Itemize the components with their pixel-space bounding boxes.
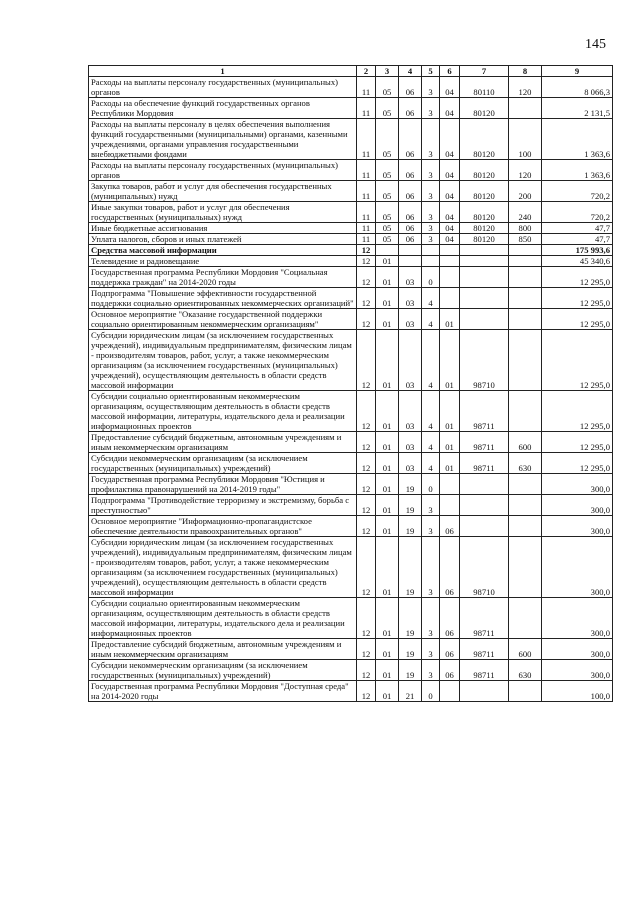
direction-code-cell: 80120 xyxy=(460,119,509,160)
item-name-cell: Субсидии некоммерческим организациям (за исключением государственных (муниципальных) учреждений) xyxy=(89,660,357,681)
activity-code-cell: 01 xyxy=(440,309,460,330)
direction-code-cell: 98710 xyxy=(460,537,509,598)
program-code-cell: 06 xyxy=(399,160,422,181)
program-code-cell: 19 xyxy=(399,474,422,495)
item-name-cell: Предоставление субсидий бюджетным, автономным учреждениям и иным некоммерческим организациям xyxy=(89,432,357,453)
item-name-cell: Подпрограмма "Противодействие терроризму и экстремизму, борьба с преступностью" xyxy=(89,495,357,516)
item-name-cell: Субсидии некоммерческим организациям (за исключением государственных (муниципальных) учреждений) xyxy=(89,453,357,474)
table-row xyxy=(89,202,613,223)
program-code-cell: 03 xyxy=(399,267,422,288)
section-code-cell: 12 xyxy=(357,432,376,453)
item-name-cell: Иные бюджетные ассигнования xyxy=(89,223,357,234)
direction-code-cell: 98711 xyxy=(460,432,509,453)
expense-type-cell: 630 xyxy=(509,660,542,681)
subsection-code-cell: 01 xyxy=(376,495,399,516)
amount-cell: 100,0 xyxy=(542,681,613,702)
section-code-cell: 12 xyxy=(357,330,376,391)
item-name-cell: Иные закупки товаров, работ и услуг для обеспечения государственных (муниципальных) нужд xyxy=(89,202,357,223)
direction-code-cell: 80120 xyxy=(460,234,509,245)
subprogram-code-cell xyxy=(422,256,440,267)
section-code-cell: 12 xyxy=(357,474,376,495)
budget-table xyxy=(88,65,613,702)
section-code-cell: 12 xyxy=(357,495,376,516)
amount-cell: 300,0 xyxy=(542,474,613,495)
expense-type-cell: 120 xyxy=(509,160,542,181)
program-code-cell: 06 xyxy=(399,119,422,160)
column-header: 5 xyxy=(422,66,440,77)
direction-code-cell: 80120 xyxy=(460,223,509,234)
subsection-code-cell: 05 xyxy=(376,98,399,119)
amount-cell: 300,0 xyxy=(542,598,613,639)
direction-code-cell: 80110 xyxy=(460,77,509,98)
direction-code-cell: 80120 xyxy=(460,98,509,119)
program-code-cell: 03 xyxy=(399,391,422,432)
item-name-cell: Субсидии юридическим лицам (за исключением государственных учреждений), индивидуальным предпринимателям, физическим лицам - производителям товаров, работ, услуг, а также некоммерческим организациям (за исключением государственных (муниципальных) учреждений), осуществляющим деятельность в области средств массовой информации xyxy=(89,537,357,598)
table-row xyxy=(89,598,613,639)
table-row xyxy=(89,234,613,245)
activity-code-cell xyxy=(440,245,460,256)
subsection-code-cell: 01 xyxy=(376,598,399,639)
subprogram-code-cell: 0 xyxy=(422,474,440,495)
section-code-cell: 11 xyxy=(357,181,376,202)
program-code-cell: 19 xyxy=(399,660,422,681)
program-code-cell: 06 xyxy=(399,234,422,245)
item-name-cell: Субсидии социально ориентированным некоммерческим организациям, осуществляющим деятельность в области средств массовой информации, литературы, издательского дела и реализации информационных проектов xyxy=(89,391,357,432)
subsection-code-cell: 01 xyxy=(376,309,399,330)
subsection-code-cell: 01 xyxy=(376,681,399,702)
section-code-cell: 12 xyxy=(357,288,376,309)
subsection-code-cell: 01 xyxy=(376,639,399,660)
section-code-cell: 11 xyxy=(357,119,376,160)
program-code-cell: 19 xyxy=(399,598,422,639)
amount-cell: 47,7 xyxy=(542,234,613,245)
activity-code-cell: 06 xyxy=(440,639,460,660)
subsection-code-cell: 05 xyxy=(376,160,399,181)
subprogram-code-cell: 4 xyxy=(422,309,440,330)
activity-code-cell: 01 xyxy=(440,330,460,391)
table-row xyxy=(89,223,613,234)
subprogram-code-cell: 3 xyxy=(422,660,440,681)
subprogram-code-cell: 3 xyxy=(422,516,440,537)
subprogram-code-cell: 4 xyxy=(422,453,440,474)
expense-type-cell xyxy=(509,98,542,119)
section-code-cell: 12 xyxy=(357,598,376,639)
subsection-code-cell: 01 xyxy=(376,453,399,474)
amount-cell: 720,2 xyxy=(542,181,613,202)
table-row xyxy=(89,256,613,267)
program-code-cell: 03 xyxy=(399,330,422,391)
activity-code-cell: 01 xyxy=(440,391,460,432)
column-header: 6 xyxy=(440,66,460,77)
direction-code-cell: 98711 xyxy=(460,660,509,681)
amount-cell: 47,7 xyxy=(542,223,613,234)
section-code-cell: 11 xyxy=(357,223,376,234)
activity-code-cell: 04 xyxy=(440,181,460,202)
expense-type-cell: 240 xyxy=(509,202,542,223)
table-row xyxy=(89,98,613,119)
expense-type-cell xyxy=(509,681,542,702)
amount-cell: 12 295,0 xyxy=(542,267,613,288)
column-header: 1 xyxy=(89,66,357,77)
direction-code-cell xyxy=(460,245,509,256)
table-body xyxy=(89,77,613,702)
activity-code-cell: 04 xyxy=(440,234,460,245)
expense-type-cell: 200 xyxy=(509,181,542,202)
subsection-code-cell: 01 xyxy=(376,256,399,267)
expense-type-cell: 120 xyxy=(509,77,542,98)
program-code-cell: 19 xyxy=(399,516,422,537)
activity-code-cell xyxy=(440,495,460,516)
item-name-cell: Телевидение и радиовещание xyxy=(89,256,357,267)
program-code-cell: 19 xyxy=(399,537,422,598)
subprogram-code-cell: 3 xyxy=(422,639,440,660)
program-code-cell: 19 xyxy=(399,639,422,660)
amount-cell: 720,2 xyxy=(542,202,613,223)
amount-cell: 45 340,6 xyxy=(542,256,613,267)
program-code-cell: 06 xyxy=(399,98,422,119)
table-row xyxy=(89,267,613,288)
expense-type-cell: 600 xyxy=(509,432,542,453)
subprogram-code-cell: 0 xyxy=(422,681,440,702)
subsection-code-cell: 01 xyxy=(376,330,399,391)
activity-code-cell: 04 xyxy=(440,160,460,181)
item-name-cell: Субсидии юридическим лицам (за исключением государственных учреждений), индивидуальным предпринимателям, физическим лицам - производителям товаров, работ, услуг, а также некоммерческим организациям (за исключением государственных (муниципальных) учреждений), осуществляющим деятельность в области средств массовой информации xyxy=(89,330,357,391)
section-code-cell: 12 xyxy=(357,516,376,537)
item-name-cell: Расходы на выплаты персоналу государственных (муниципальных) органов xyxy=(89,160,357,181)
direction-code-cell xyxy=(460,495,509,516)
item-name-cell: Предоставление субсидий бюджетным, автономным учреждениям и иным некоммерческим организациям xyxy=(89,639,357,660)
expense-type-cell xyxy=(509,309,542,330)
expense-type-cell: 100 xyxy=(509,119,542,160)
table-row xyxy=(89,330,613,391)
expense-type-cell xyxy=(509,495,542,516)
direction-code-cell xyxy=(460,256,509,267)
column-header: 4 xyxy=(399,66,422,77)
section-code-cell: 12 xyxy=(357,256,376,267)
item-name-cell: Закупка товаров, работ и услуг для обеспечения государственных (муниципальных) нужд xyxy=(89,181,357,202)
amount-cell: 12 295,0 xyxy=(542,288,613,309)
amount-cell: 300,0 xyxy=(542,495,613,516)
activity-code-cell: 06 xyxy=(440,516,460,537)
table-row xyxy=(89,288,613,309)
section-code-cell: 12 xyxy=(357,537,376,598)
table-row xyxy=(89,453,613,474)
subprogram-code-cell: 3 xyxy=(422,98,440,119)
expense-type-cell xyxy=(509,330,542,391)
section-code-cell: 12 xyxy=(357,391,376,432)
program-code-cell: 21 xyxy=(399,681,422,702)
item-name-cell: Основное мероприятие "Оказание государственной поддержки социально ориентированным некоммерческим организациям" xyxy=(89,309,357,330)
amount-cell: 2 131,5 xyxy=(542,98,613,119)
subsection-code-cell: 01 xyxy=(376,516,399,537)
expense-type-cell xyxy=(509,598,542,639)
amount-cell: 12 295,0 xyxy=(542,391,613,432)
activity-code-cell xyxy=(440,267,460,288)
table-row xyxy=(89,245,613,256)
subsection-code-cell: 01 xyxy=(376,432,399,453)
subsection-code-cell: 05 xyxy=(376,119,399,160)
program-code-cell: 03 xyxy=(399,288,422,309)
subprogram-code-cell: 3 xyxy=(422,77,440,98)
program-code-cell: 03 xyxy=(399,432,422,453)
section-code-cell: 12 xyxy=(357,453,376,474)
subprogram-code-cell: 3 xyxy=(422,537,440,598)
program-code-cell xyxy=(399,256,422,267)
subprogram-code-cell: 4 xyxy=(422,432,440,453)
item-name-cell: Государственная программа Республики Мордовия "Юстиция и профилактика правонарушений на 2014-2019 годы" xyxy=(89,474,357,495)
column-header: 2 xyxy=(357,66,376,77)
subsection-code-cell: 05 xyxy=(376,223,399,234)
column-header: 9 xyxy=(542,66,613,77)
item-name-cell: Государственная программа Республики Мордовия "Доступная среда" на 2014-2020 годы xyxy=(89,681,357,702)
amount-cell: 300,0 xyxy=(542,516,613,537)
amount-cell: 12 295,0 xyxy=(542,309,613,330)
subsection-code-cell: 01 xyxy=(376,474,399,495)
subprogram-code-cell: 3 xyxy=(422,160,440,181)
item-name-cell: Расходы на выплаты персоналу государственных (муниципальных) органов xyxy=(89,77,357,98)
item-name-cell: Уплата налогов, сборов и иных платежей xyxy=(89,234,357,245)
section-code-cell: 12 xyxy=(357,639,376,660)
subprogram-code-cell xyxy=(422,245,440,256)
subprogram-code-cell: 3 xyxy=(422,598,440,639)
subsection-code-cell: 01 xyxy=(376,288,399,309)
column-header: 7 xyxy=(460,66,509,77)
table-row xyxy=(89,516,613,537)
expense-type-cell xyxy=(509,288,542,309)
direction-code-cell: 98711 xyxy=(460,639,509,660)
item-name-cell: Субсидии социально ориентированным некоммерческим организациям, осуществляющим деятельность в области средств массовой информации, литературы, издательского дела и реализации информационных проектов xyxy=(89,598,357,639)
expense-type-cell xyxy=(509,516,542,537)
subsection-code-cell: 01 xyxy=(376,537,399,598)
section-code-cell: 11 xyxy=(357,160,376,181)
subsection-code-cell: 01 xyxy=(376,267,399,288)
expense-type-cell xyxy=(509,267,542,288)
expense-type-cell: 630 xyxy=(509,453,542,474)
amount-cell: 8 066,3 xyxy=(542,77,613,98)
expense-type-cell: 800 xyxy=(509,223,542,234)
subprogram-code-cell: 4 xyxy=(422,391,440,432)
item-name-cell: Средства массовой информации xyxy=(89,245,357,256)
activity-code-cell: 06 xyxy=(440,537,460,598)
program-code-cell: 03 xyxy=(399,309,422,330)
amount-cell: 300,0 xyxy=(542,537,613,598)
table-row xyxy=(89,537,613,598)
table-row xyxy=(89,181,613,202)
page-number: 145 xyxy=(585,37,606,52)
table-row xyxy=(89,681,613,702)
table-row xyxy=(89,474,613,495)
direction-code-cell: 98710 xyxy=(460,330,509,391)
activity-code-cell: 01 xyxy=(440,453,460,474)
amount-cell: 12 295,0 xyxy=(542,432,613,453)
direction-code-cell xyxy=(460,309,509,330)
activity-code-cell xyxy=(440,681,460,702)
direction-code-cell xyxy=(460,267,509,288)
activity-code-cell xyxy=(440,474,460,495)
program-code-cell: 06 xyxy=(399,77,422,98)
item-name-cell: Расходы на выплаты персоналу в целях обеспечения выполнения функций государственными (муниципальными) органами, казенными учреждениями, органами управления государственными внебюджетными фондами xyxy=(89,119,357,160)
table-row xyxy=(89,660,613,681)
activity-code-cell: 04 xyxy=(440,98,460,119)
program-code-cell: 06 xyxy=(399,181,422,202)
amount-cell: 300,0 xyxy=(542,639,613,660)
expense-type-cell: 850 xyxy=(509,234,542,245)
amount-cell: 300,0 xyxy=(542,660,613,681)
subsection-code-cell xyxy=(376,245,399,256)
program-code-cell: 19 xyxy=(399,495,422,516)
subprogram-code-cell: 3 xyxy=(422,234,440,245)
column-header: 3 xyxy=(376,66,399,77)
expense-type-cell xyxy=(509,537,542,598)
column-header: 8 xyxy=(509,66,542,77)
direction-code-cell: 98711 xyxy=(460,453,509,474)
table-row xyxy=(89,432,613,453)
item-name-cell: Расходы на обеспечение функций государственных органов Республики Мордовия xyxy=(89,98,357,119)
amount-cell: 1 363,6 xyxy=(542,119,613,160)
activity-code-cell xyxy=(440,288,460,309)
subsection-code-cell: 05 xyxy=(376,202,399,223)
direction-code-cell: 80120 xyxy=(460,202,509,223)
activity-code-cell: 04 xyxy=(440,223,460,234)
direction-code-cell: 80120 xyxy=(460,181,509,202)
subprogram-code-cell: 3 xyxy=(422,202,440,223)
expense-type-cell: 600 xyxy=(509,639,542,660)
activity-code-cell: 04 xyxy=(440,202,460,223)
subsection-code-cell: 05 xyxy=(376,181,399,202)
activity-code-cell: 04 xyxy=(440,77,460,98)
section-code-cell: 12 xyxy=(357,681,376,702)
amount-cell: 1 363,6 xyxy=(542,160,613,181)
subprogram-code-cell: 3 xyxy=(422,495,440,516)
subsection-code-cell: 01 xyxy=(376,391,399,432)
section-code-cell: 12 xyxy=(357,309,376,330)
section-code-cell: 11 xyxy=(357,202,376,223)
expense-type-cell xyxy=(509,474,542,495)
subprogram-code-cell: 4 xyxy=(422,330,440,391)
subprogram-code-cell: 3 xyxy=(422,223,440,234)
activity-code-cell: 06 xyxy=(440,598,460,639)
subsection-code-cell: 01 xyxy=(376,660,399,681)
table-row xyxy=(89,639,613,660)
direction-code-cell: 98711 xyxy=(460,391,509,432)
program-code-cell: 03 xyxy=(399,453,422,474)
item-name-cell: Государственная программа Республики Мордовия "Социальная поддержка граждан" на 2014-2020 годы xyxy=(89,267,357,288)
section-code-cell: 11 xyxy=(357,98,376,119)
activity-code-cell: 04 xyxy=(440,119,460,160)
amount-cell: 12 295,0 xyxy=(542,453,613,474)
activity-code-cell: 01 xyxy=(440,432,460,453)
expense-type-cell xyxy=(509,256,542,267)
table-row xyxy=(89,160,613,181)
subprogram-code-cell: 3 xyxy=(422,181,440,202)
subsection-code-cell: 05 xyxy=(376,234,399,245)
item-name-cell: Основное мероприятие "Информационно-пропагандистское обеспечение деятельности правоохранительных органов" xyxy=(89,516,357,537)
activity-code-cell xyxy=(440,256,460,267)
direction-code-cell xyxy=(460,516,509,537)
direction-code-cell: 98711 xyxy=(460,598,509,639)
direction-code-cell xyxy=(460,681,509,702)
section-code-cell: 11 xyxy=(357,77,376,98)
direction-code-cell xyxy=(460,288,509,309)
item-name-cell: Подпрограмма "Повышение эффективности государственной поддержки социально ориентированных некоммерческих организаций" xyxy=(89,288,357,309)
expense-type-cell xyxy=(509,245,542,256)
table-header-row xyxy=(89,66,613,77)
program-code-cell xyxy=(399,245,422,256)
expense-type-cell xyxy=(509,391,542,432)
program-code-cell: 06 xyxy=(399,223,422,234)
subprogram-code-cell: 3 xyxy=(422,119,440,160)
table-row xyxy=(89,119,613,160)
amount-cell: 12 295,0 xyxy=(542,330,613,391)
table-row xyxy=(89,309,613,330)
direction-code-cell xyxy=(460,474,509,495)
table-row xyxy=(89,495,613,516)
amount-cell: 175 993,6 xyxy=(542,245,613,256)
section-code-cell: 12 xyxy=(357,267,376,288)
section-code-cell: 12 xyxy=(357,245,376,256)
table-row xyxy=(89,391,613,432)
subsection-code-cell: 05 xyxy=(376,77,399,98)
section-code-cell: 12 xyxy=(357,660,376,681)
section-code-cell: 11 xyxy=(357,234,376,245)
program-code-cell: 06 xyxy=(399,202,422,223)
direction-code-cell: 80120 xyxy=(460,160,509,181)
subprogram-code-cell: 0 xyxy=(422,267,440,288)
table-row xyxy=(89,77,613,98)
subprogram-code-cell: 4 xyxy=(422,288,440,309)
activity-code-cell: 06 xyxy=(440,660,460,681)
